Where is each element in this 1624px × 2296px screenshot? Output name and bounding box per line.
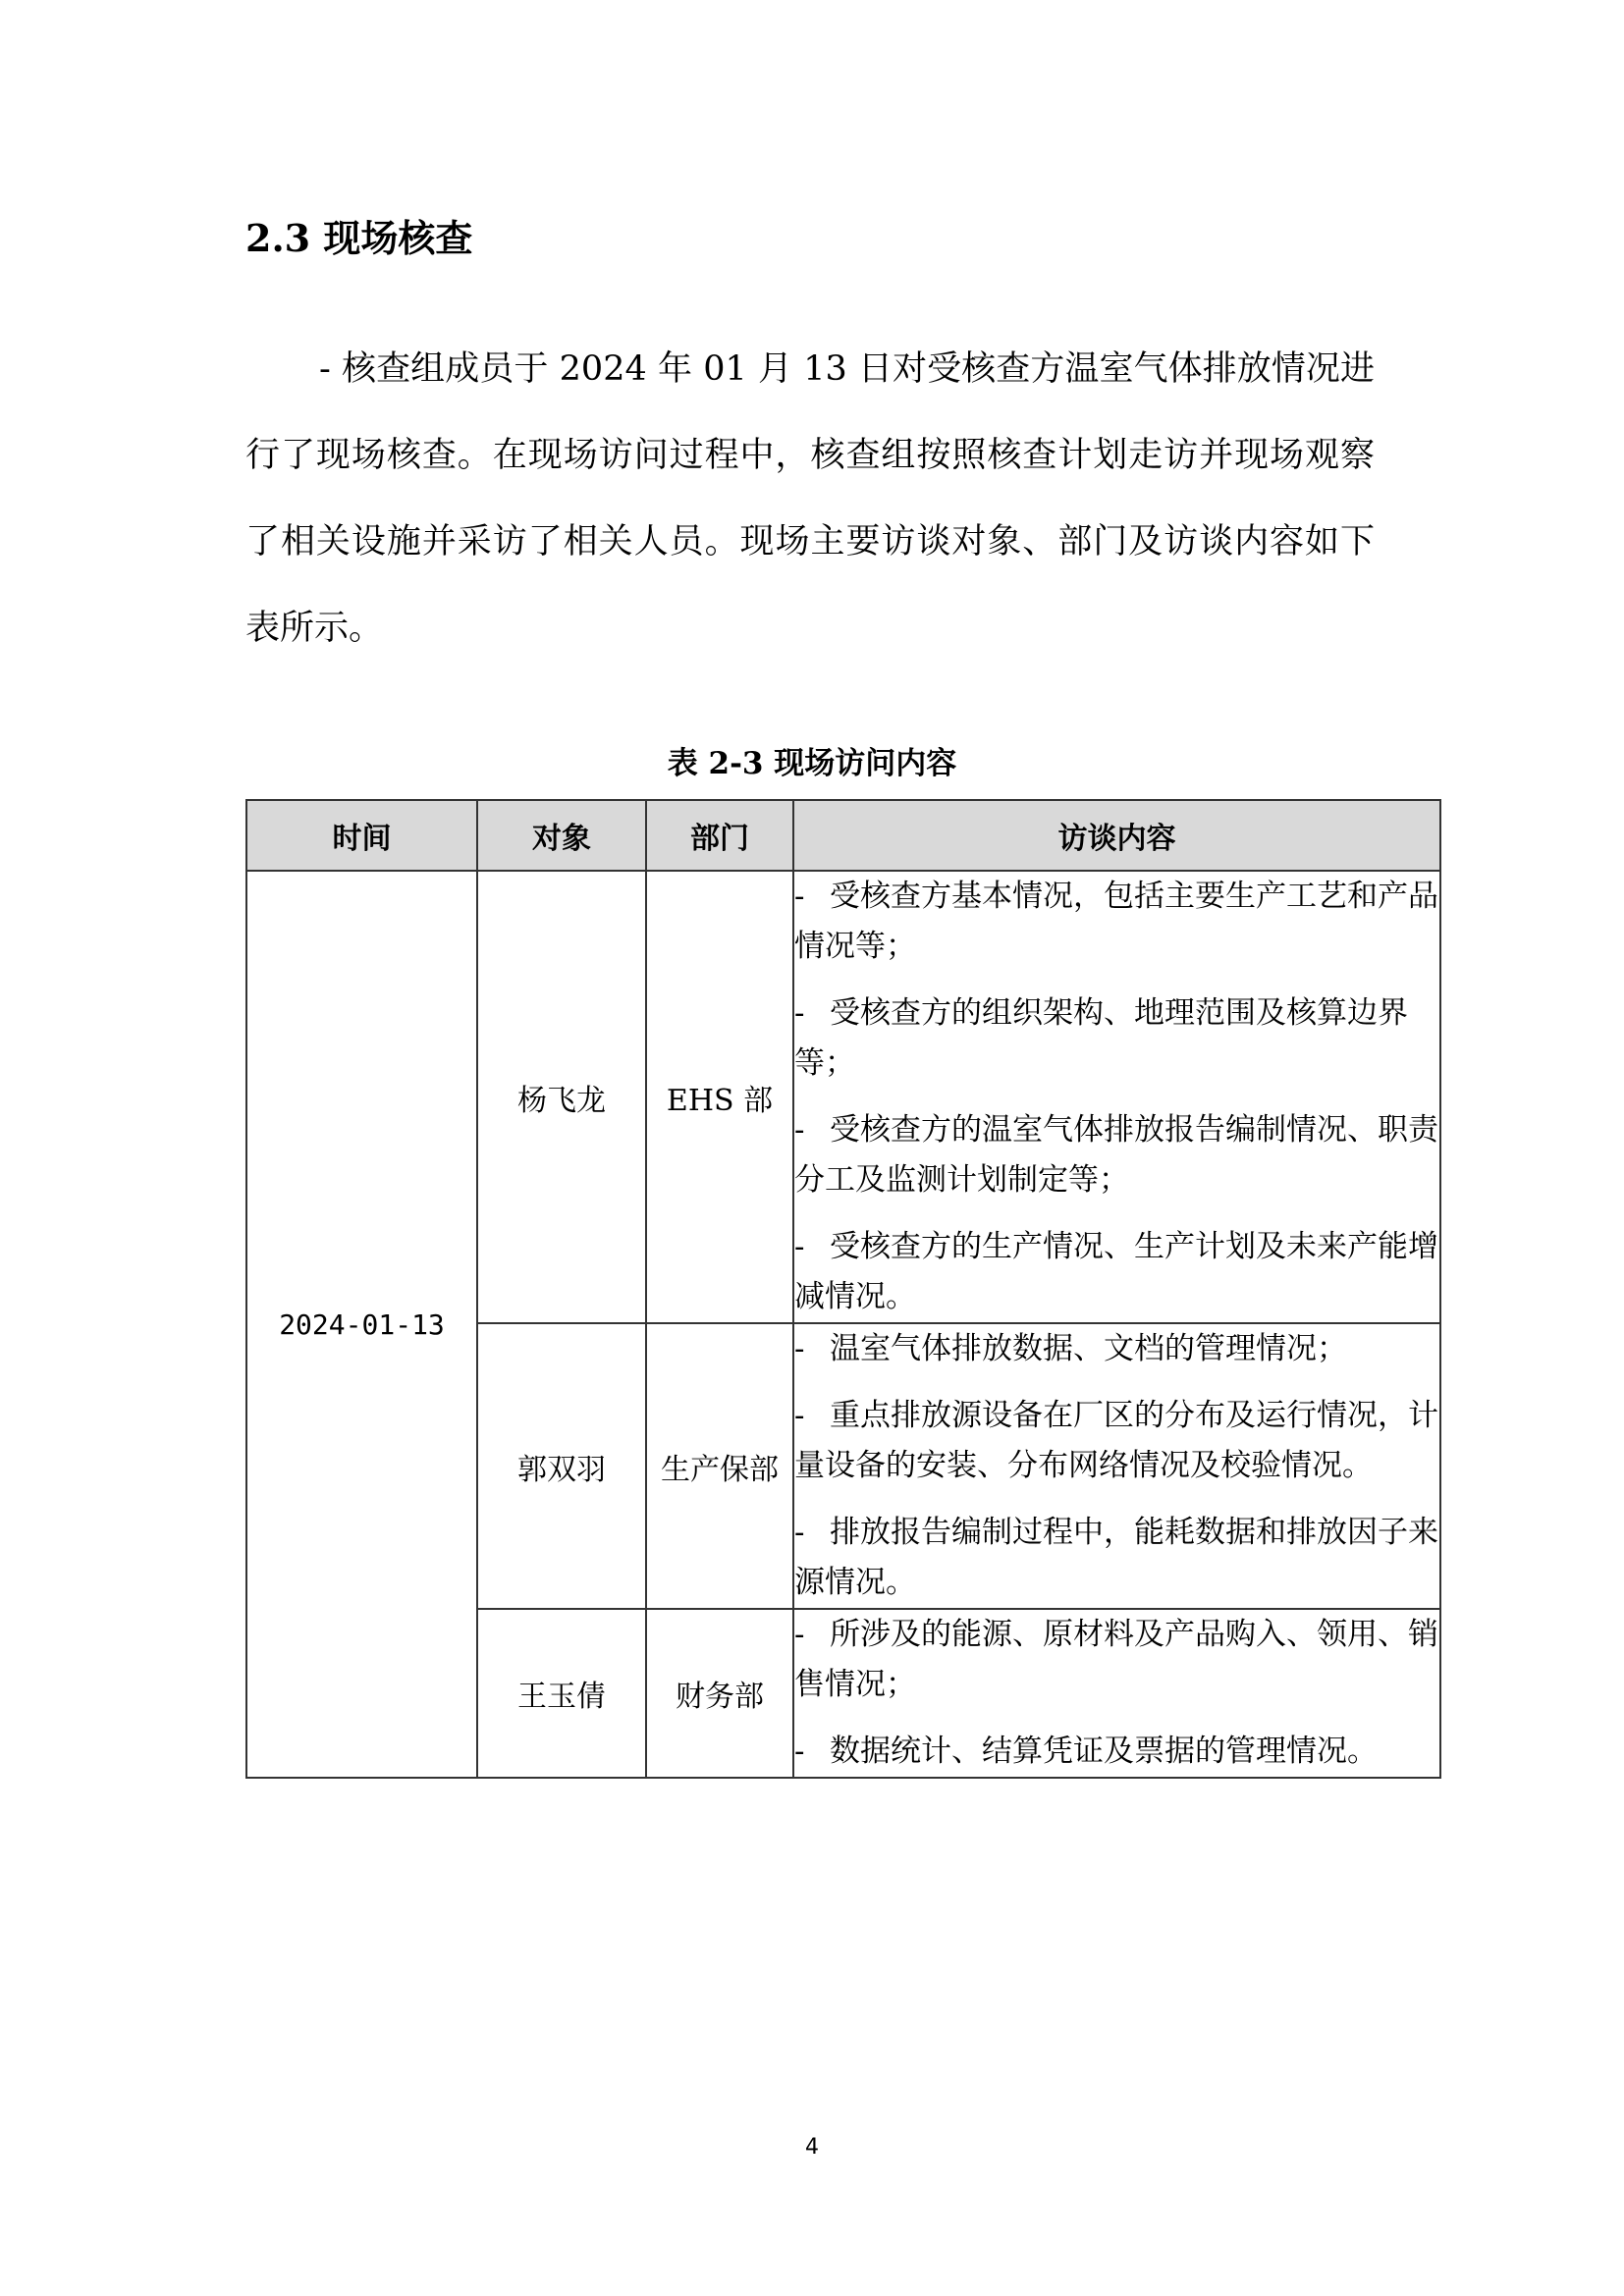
content-item-text: 受核查方的生产情况、生产计划及未来产能增减情况。 [794,1229,1438,1314]
content-item-text: 数据统计、结算凭证及票据的管理情况。 [830,1734,1378,1769]
header-content: 访谈内容 [793,800,1440,871]
header-time: 时间 [246,800,477,871]
content-item [794,1391,1439,1491]
bullet-mark: - [794,995,805,1031]
table-caption: 表 2-3 现场访问内容 [667,746,957,781]
header-department: 部门 [646,800,793,871]
content-item-text: 所涉及的能源、原材料及产品购入、领用、销售情况； [794,1617,1438,1702]
content-cell [793,1323,1440,1609]
content-item [794,1508,1439,1608]
department-cell: 生产保部 [646,1323,793,1609]
intro-paragraph: - 核查组成员于 2024 年 01 月 13 日对受核查方温室气体排放情况进行了现场核查。在现场访问过程中，核查组按照核查计划走访并现场观察了相关设施并采访了相关人员。现场主要访谈对象、部门及访谈内容如下表所示。 [245,349,1375,648]
section-heading: 2.3 现场核查 [245,216,473,260]
date-cell: 2024-01-13 [246,871,477,1778]
content-cell [793,1609,1440,1778]
content-item [794,1105,1439,1205]
department-cell: EHS 部 [646,871,793,1323]
content-item [794,1222,1439,1322]
person-cell: 杨飞龙 [477,871,646,1323]
bullet-mark: - [794,879,805,914]
person-cell: 王玉倩 [477,1609,646,1778]
content-item [794,988,1439,1089]
table-header-row [246,800,1440,871]
content-item [794,1610,1439,1710]
content-item-text: 重点排放源设备在厂区的分布及运行情况，计量设备的安装、分布网络情况及校验情况。 [794,1398,1438,1483]
header-person: 对象 [477,800,646,871]
bullet-mark: - [794,1229,805,1264]
content-item-text: 排放报告编制过程中，能耗数据和排放因子来源情况。 [794,1515,1438,1600]
content-item-text: 受核查方的温室气体排放报告编制情况、职责分工及监测计划制定等； [794,1112,1438,1198]
content-item [794,872,1439,972]
bullet-mark: - [794,1734,805,1769]
page-number: 4 [805,2135,819,2160]
bullet-mark: - [794,1112,805,1148]
table-row [246,871,1440,1323]
content-item-text: 温室气体排放数据、文档的管理情况； [830,1331,1347,1366]
bullet-mark: - [794,1398,805,1433]
content-item [794,1727,1439,1777]
content-cell [793,871,1440,1323]
person-cell: 郭双羽 [477,1323,646,1609]
bullet-mark: - [794,1515,805,1550]
department-cell: 财务部 [646,1609,793,1778]
content-item-text: 受核查方基本情况，包括主要生产工艺和产品情况等； [794,879,1438,964]
bullet-mark: - [794,1331,805,1366]
content-item [794,1324,1439,1374]
bullet-mark: - [794,1617,805,1652]
interview-table [245,799,1441,1779]
content-item-text: 受核查方的组织架构、地理范围及核算边界等； [794,995,1408,1081]
